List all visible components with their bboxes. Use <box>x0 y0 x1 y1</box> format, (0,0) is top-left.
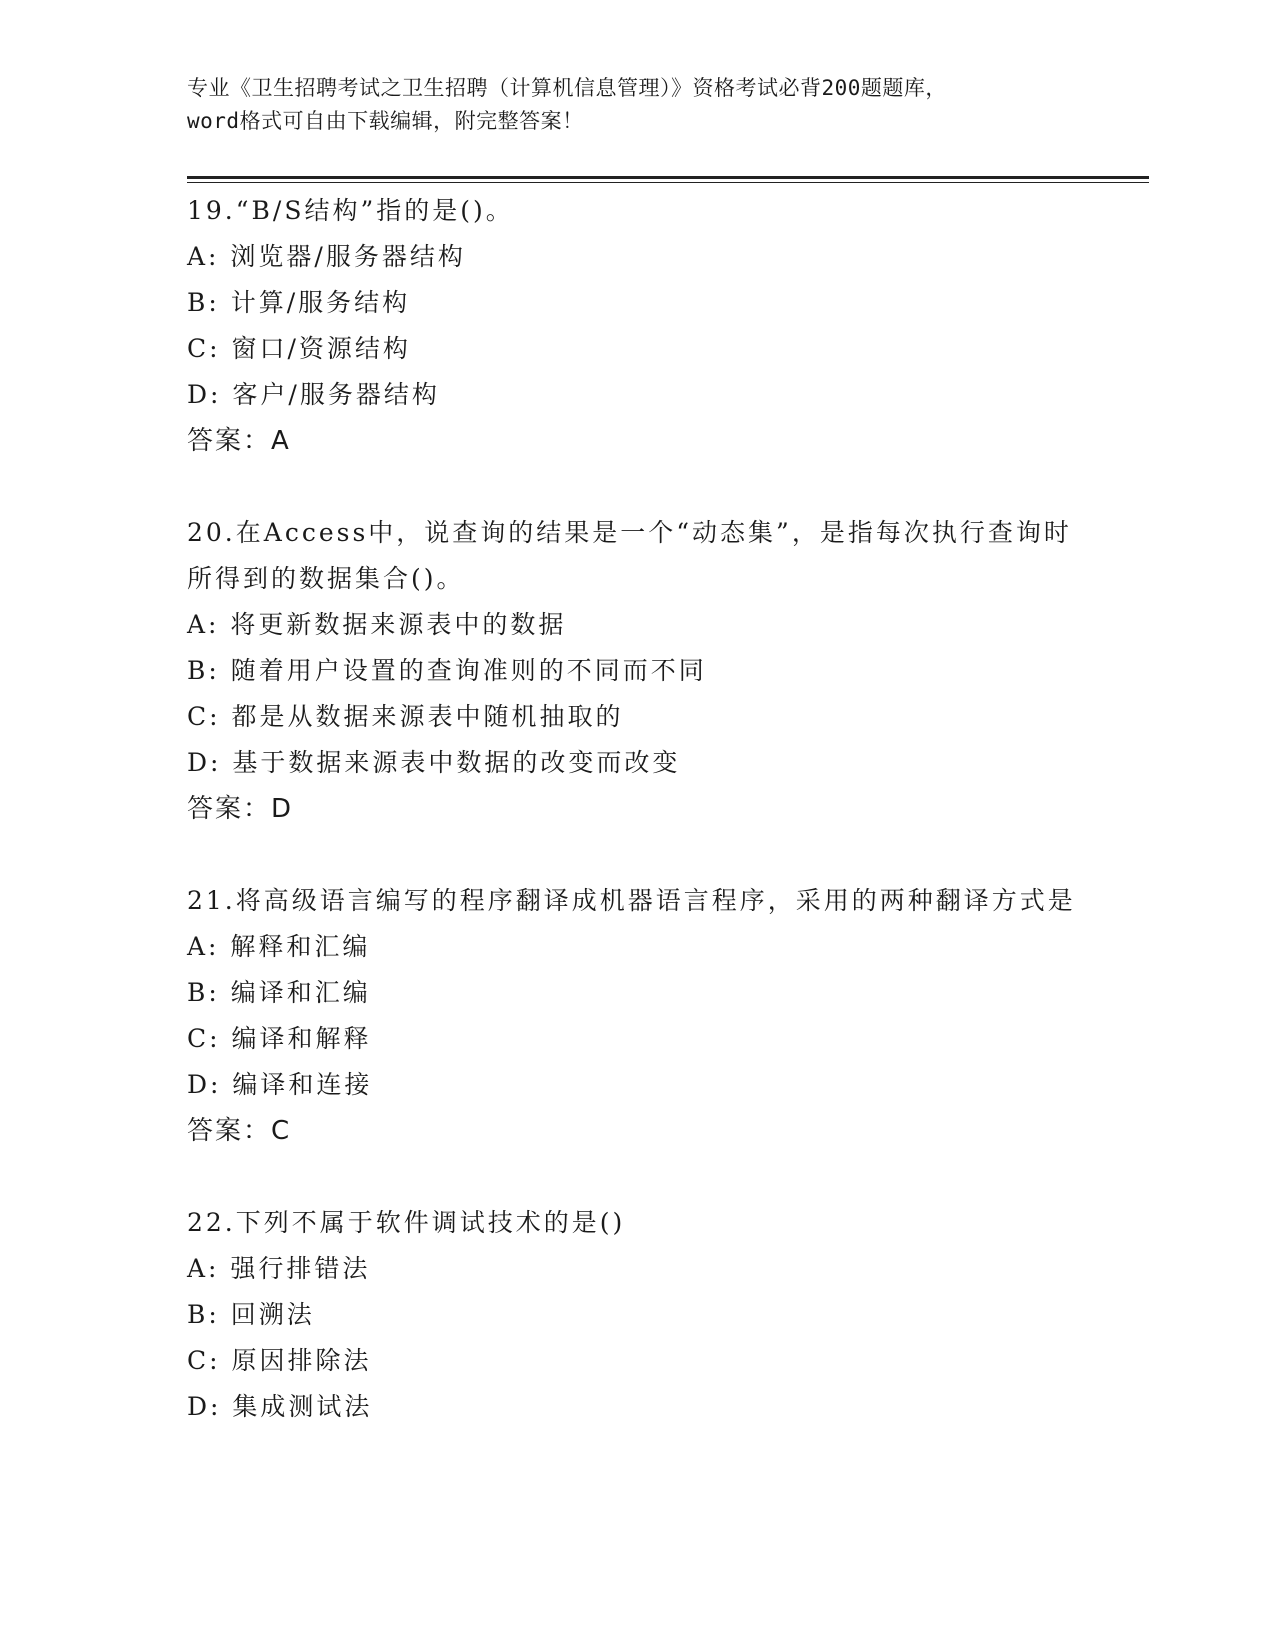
option-c: C: 都是从数据来源表中随机抽取的 <box>187 702 624 731</box>
question-20 <box>187 510 1087 832</box>
option-c: C: 编译和解释 <box>187 1024 372 1053</box>
question-stem: 19.“B/S结构”指的是()。 <box>187 196 514 225</box>
option-a: A: 强行排错法 <box>187 1254 371 1283</box>
question-22 <box>187 1200 1087 1430</box>
header-rule-thin <box>187 182 1149 183</box>
option-c: C: 原因排除法 <box>187 1346 372 1375</box>
question-stem: 22.下列不属于软件调试技术的是() <box>187 1208 626 1237</box>
option-d: D: 集成测试法 <box>187 1392 373 1421</box>
question-19 <box>187 188 1087 464</box>
document-header <box>187 72 1087 138</box>
header-line-2: word格式可自由下载编辑，附完整答案！ <box>187 109 584 133</box>
option-c: C: 窗口/资源结构 <box>187 334 411 363</box>
option-b: B: 计算/服务结构 <box>187 288 411 317</box>
option-d: D: 客户/服务器结构 <box>187 380 440 409</box>
option-b: B: 随着用户设置的查询准则的不同而不同 <box>187 656 707 685</box>
question-21 <box>187 878 1087 1154</box>
option-a: A: 将更新数据来源表中的数据 <box>187 610 567 639</box>
answer-line: 答案：A <box>187 426 291 456</box>
question-list <box>187 188 1087 1476</box>
option-d: D: 基于数据来源表中数据的改变而改变 <box>187 748 681 777</box>
option-a: A: 浏览器/服务器结构 <box>187 242 466 271</box>
header-line-1: 专业《卫生招聘考试之卫生招聘（计算机信息管理）》资格考试必背200题题库， <box>187 76 947 100</box>
option-d: D: 编译和连接 <box>187 1070 373 1099</box>
answer-line: 答案：C <box>187 1116 292 1146</box>
header-rule-thick <box>187 176 1149 179</box>
option-b: B: 回溯法 <box>187 1300 315 1329</box>
option-b: B: 编译和汇编 <box>187 978 371 1007</box>
question-stem: 20.在Access中，说查询的结果是一个“动态集”，是指每次执行查询时所得到的数据集合()。 <box>187 518 1072 593</box>
question-stem: 21.将高级语言编写的程序翻译成机器语言程序，采用的两种翻译方式是 <box>187 886 1076 915</box>
answer-line: 答案：D <box>187 794 294 824</box>
option-a: A: 解释和汇编 <box>187 932 371 961</box>
